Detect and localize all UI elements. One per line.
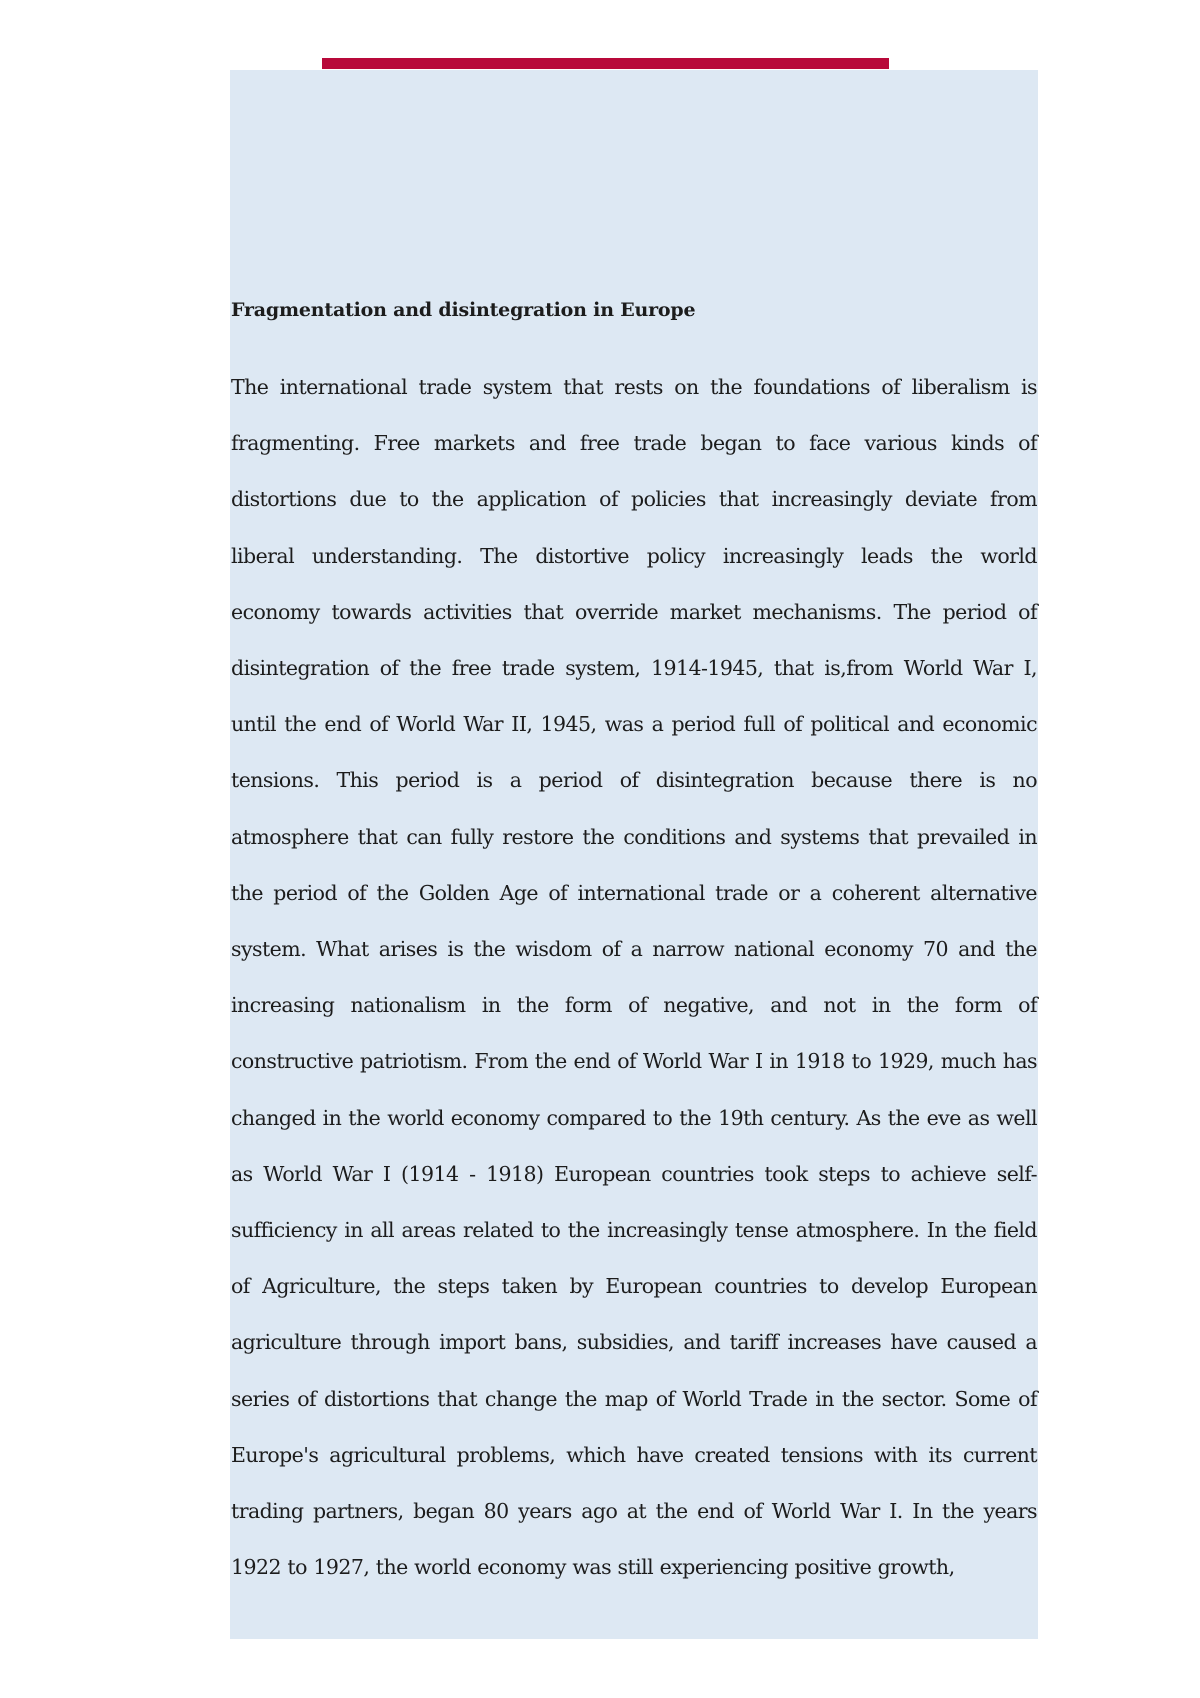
- top-accent-bar: [322, 58, 889, 69]
- body-paragraph: The international trade system that rests on the foundations of liberalism is fragmenting. Free markets and free trade began to face various kinds of distortions due to the application of policies that increasingly deviate from liberal understanding. The distortive policy increasingly leads the world economy towards activities that override market mechanisms. The period of disintegration of the free trade system, 1914-1945, that is,from World War I, until the end of World War II, 1945, was a period full of political and economic tensions. This period is a period of disintegration because there is no atmosphere that can fully restore the conditions and systems that prevailed in the period of the Golden Age of international trade or a coherent alternative system. What arises is the wisdom of a narrow national economy 70 and the increasing nationalism in the form of negative, and not in the form of constructive patriotism. From the end of World War I in 1918 to 1929, much has changed in the world economy compared to the 19th century. As the eve as well as World War I (1914 - 1918) European countries took steps to achieve self-sufficiency in all areas related to the increasingly tense atmosphere. In the field of Agriculture, the steps taken by European countries to develop European agriculture through import bans, subsidies, and tariff increases have caused a series of distortions that change the map of World Trade in the sector. Some of Europe's agricultural problems, which have created tensions with its current trading partners, began 80 years ago at the end of World War I. In the years 1922 to 1927, the world economy was still experiencing positive growth,: [231, 375, 1037, 1580]
- document-content: [231, 293, 1037, 1595]
- section-heading: Fragmentation and disintegration in Europe: [231, 299, 696, 321]
